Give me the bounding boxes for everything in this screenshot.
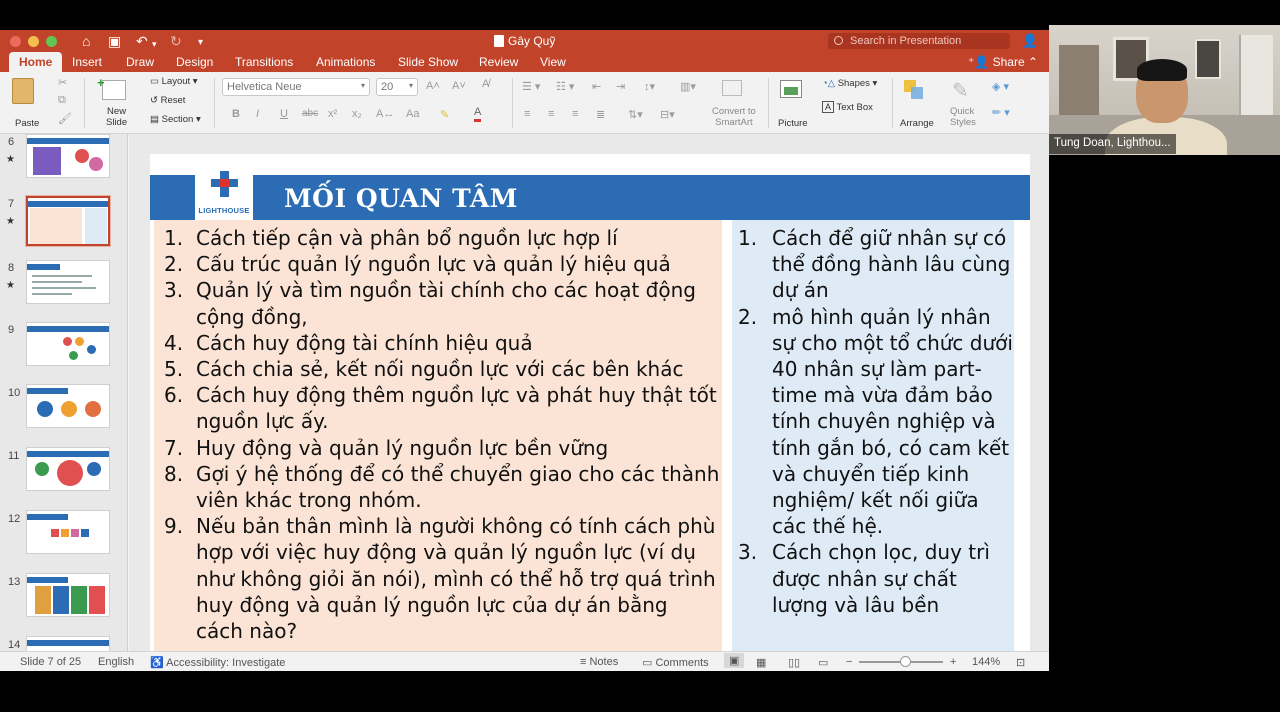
text-direction-icon[interactable]: ⇅▾ — [628, 109, 643, 121]
powerpoint-window — [0, 30, 1049, 671]
thumbnail-number: 6 — [8, 136, 15, 148]
reading-view-icon[interactable]: ▯▯ — [788, 657, 801, 669]
notes-label: Notes — [589, 656, 619, 668]
zoom-slider-thumb[interactable] — [900, 656, 911, 667]
font-size-value: 20 — [381, 81, 394, 93]
shapes-icon: ◔△ — [822, 78, 836, 89]
text-box-label: Text Box — [836, 102, 873, 113]
fit-to-window-icon[interactable]: ⊡ — [1016, 657, 1026, 669]
language-indicator[interactable]: English — [98, 656, 135, 668]
slide-sorter-icon[interactable]: ▦ — [756, 657, 767, 669]
thumbnail-number: 11 — [8, 450, 20, 462]
slide-title[interactable]: MỐI QUAN TÂM — [284, 184, 518, 213]
left-text-box[interactable] — [154, 220, 722, 651]
room-door — [1059, 45, 1099, 115]
slide-thumbnail-9[interactable] — [26, 322, 110, 366]
thumbnail-number: 8 — [8, 262, 15, 274]
section-button[interactable]: ▤ Section ▾ — [150, 114, 201, 125]
decrease-indent-icon[interactable]: ⇤ — [592, 81, 602, 93]
slide-thumbnail-11[interactable] — [26, 447, 110, 491]
picture-icon[interactable] — [780, 80, 802, 98]
slide-title-bar — [150, 175, 1030, 220]
slide-thumbnail-14[interactable] — [26, 636, 110, 651]
close-window-button[interactable] — [10, 36, 21, 47]
text-box-icon: A — [822, 101, 834, 113]
add-person-icon: ⁺👤 — [968, 55, 993, 69]
align-left-icon[interactable]: ≡ — [524, 108, 531, 120]
left-concerns-list — [164, 225, 720, 644]
clear-formatting-icon[interactable]: A̸ — [482, 78, 490, 90]
slide-thumbnail-6[interactable] — [26, 134, 110, 178]
comments-button[interactable] — [642, 656, 709, 669]
search-placeholder: Search in Presentation — [850, 35, 962, 47]
room-window — [1195, 39, 1221, 79]
list-item: 3. Cách chọn lọc, duy trì được nhân sự chất lượng và lâu bền — [738, 540, 990, 617]
document-title — [494, 34, 555, 48]
accessibility-icon: ♿ — [150, 657, 164, 669]
tab-slide-show[interactable]: Slide Show — [398, 55, 459, 69]
underline-icon[interactable]: U — [280, 108, 288, 120]
search-input[interactable] — [828, 33, 1010, 49]
title-bar — [0, 30, 1049, 52]
change-case-icon[interactable]: Aa — [406, 108, 420, 120]
shapes-button[interactable]: ◔△ Shapes ▾ — [822, 78, 878, 89]
room-window-right — [1239, 35, 1273, 115]
align-text-icon[interactable]: ⊟▾ — [660, 109, 675, 121]
numbering-icon[interactable]: ☷ ▾ — [556, 81, 575, 93]
right-concerns-list — [738, 225, 1014, 618]
share-button[interactable] — [968, 55, 1038, 69]
increase-font-icon[interactable]: A˄ — [426, 80, 440, 92]
layout-button[interactable]: ▭ Layout ▾ — [150, 76, 198, 87]
reset-label: Reset — [160, 95, 186, 106]
comments-label: Comments — [655, 657, 709, 669]
document-title-text: Gây Quỹ — [508, 34, 556, 48]
shapes-label: Shapes — [837, 78, 870, 89]
slide-canvas — [129, 134, 1049, 651]
convert-smartart-icon[interactable] — [722, 80, 742, 96]
list-item: 5. Cách chia sẻ, kết nối nguồn lực với các bên khác — [164, 357, 684, 382]
list-item: 4. Cách huy động tài chính hiệu quả — [164, 330, 533, 355]
superscript-icon[interactable]: x² — [328, 108, 338, 120]
tab-view[interactable]: View — [540, 55, 566, 69]
list-item: 9. Nếu bản thân mình là người không có tính cách phù hợp với việc huy động và quản lý nguồn lực (ví dụ như không giỏi ăn nói), mình có thể hỗ trợ quá trình huy động và quản lý nguồn lực của dự án bằng cách nào? — [164, 514, 716, 644]
logo-text: LIGHTHOUSE — [198, 206, 250, 215]
cut-icon[interactable]: ✂ — [58, 77, 68, 89]
status-bar — [0, 651, 1049, 671]
thumbnail-number: 13 — [8, 576, 21, 588]
font-color-icon[interactable]: A — [474, 106, 481, 122]
redo-icon[interactable]: ↻ — [170, 33, 182, 49]
copy-icon[interactable]: ⧉ — [58, 94, 66, 106]
list-item: 2. Cấu trúc quản lý nguồn lực và quản lý hiệu quả — [164, 252, 671, 277]
tab-transitions[interactable]: Transitions — [235, 55, 294, 69]
undo-dropdown-icon[interactable]: ▾ — [152, 39, 157, 49]
align-center-icon[interactable]: ≡ — [548, 108, 555, 120]
home-icon[interactable]: ⌂ — [82, 33, 91, 49]
new-slide-icon[interactable]: + — [102, 80, 126, 100]
list-item: 1. Cách tiếp cận và phân bổ nguồn lực hợp lí — [164, 226, 618, 250]
lighthouse-logo — [195, 167, 253, 221]
highlight-icon[interactable]: ✎ — [440, 109, 450, 121]
thumbnail-number: 14 — [8, 639, 21, 651]
reset-button[interactable]: ↺ Reset — [150, 95, 186, 106]
right-text-box[interactable] — [732, 220, 1014, 651]
thumbnail-number: 7 — [8, 198, 15, 210]
decrease-font-icon[interactable]: A˅ — [452, 80, 466, 92]
comments-icon: ▭ — [642, 657, 653, 669]
new-slide-label[interactable]: New Slide — [106, 106, 128, 128]
list-item: 2. mô hình quản lý nhân sự cho một tổ chức dưới 40 nhân sự làm part-time mà vừa đảm bảo tính chuyên nghiệp và tính gắn bó, có cam kết và chuyển tiếp kinh nghiệm/ kết nối giữa các thế hệ. — [738, 304, 1013, 539]
paste-label: Paste — [15, 118, 40, 129]
tab-design[interactable]: Design — [176, 55, 214, 69]
list-item: 1. Cách để giữ nhân sự có thể đồng hành lâu cùng dự án — [738, 226, 1011, 303]
star-icon: ★ — [6, 280, 15, 291]
slide-thumbnail-13[interactable] — [26, 573, 110, 617]
slide-counter: Slide 7 of 25 — [20, 656, 82, 668]
tab-home[interactable]: Home — [9, 52, 62, 72]
list-item: 7. Huy động và quản lý nguồn lực bền vững — [164, 435, 609, 460]
slide-thumbnail-8[interactable] — [26, 260, 110, 304]
font-size-select[interactable]: 20 ▾ — [376, 78, 418, 96]
save-icon[interactable]: ▣ — [108, 33, 122, 49]
list-item: 8. Gợi ý hệ thống để có thể chuyển giao cho các thành viên khác trong nhóm. — [164, 461, 720, 513]
normal-view-icon[interactable]: ▣ — [724, 653, 744, 668]
thumbnail-number: 10 — [8, 387, 21, 399]
tab-insert[interactable]: Insert — [72, 55, 103, 69]
text-box-button[interactable] — [822, 102, 873, 113]
shape-fill-icon[interactable]: ◈ ▾ — [992, 81, 1010, 93]
list-item: 3. Quản lý và tìm nguồn tài chính cho các hoạt động cộng đồng, — [164, 278, 696, 329]
slide-thumbnail-12[interactable] — [26, 510, 110, 554]
tab-animations[interactable]: Animations — [316, 55, 376, 69]
tab-draw[interactable]: Draw — [126, 55, 155, 69]
customize-toolbar-icon[interactable]: ▾ — [198, 37, 204, 48]
ribbon-tabs — [0, 52, 1049, 72]
increase-indent-icon[interactable]: ⇥ — [616, 81, 626, 93]
thumbnail-number: 9 — [8, 324, 15, 336]
align-right-icon[interactable]: ≡ — [572, 108, 579, 120]
account-icon[interactable]: 👤 — [1022, 33, 1039, 48]
accessibility-label: Accessibility: Investigate — [166, 657, 286, 669]
list-item: 6. Cách huy động thêm nguồn lực và phát huy thật tốt nguồn lực ấy. — [164, 383, 717, 434]
italic-icon[interactable]: I — [256, 108, 260, 120]
font-name-value: Helvetica Neue — [227, 81, 302, 93]
notes-icon: ≡ — [580, 656, 587, 668]
thumbnail-number: 12 — [8, 513, 21, 525]
slide-thumbnail-pane — [0, 134, 128, 651]
collapse-ribbon-icon: ⌃ — [1027, 55, 1039, 69]
bold-icon[interactable]: B — [232, 108, 240, 120]
quick-styles-label[interactable]: Quick Styles — [950, 106, 976, 128]
paste-icon[interactable] — [12, 78, 34, 104]
justify-icon[interactable]: ≣ — [596, 109, 606, 121]
quick-styles-icon[interactable]: ✎ — [952, 80, 969, 102]
share-label: Share — [992, 55, 1025, 69]
star-icon: ★ — [6, 154, 15, 165]
strikethrough-icon[interactable]: abc — [302, 108, 319, 119]
slide-show-icon[interactable]: ▭ — [818, 657, 829, 669]
convert-smartart-label[interactable]: Convert to SmartArt — [712, 106, 756, 128]
accessibility-button[interactable] — [150, 656, 285, 669]
slide[interactable] — [150, 154, 1030, 651]
subscript-icon[interactable]: x₂ — [352, 108, 362, 120]
ribbon-home — [0, 72, 1049, 134]
undo-icon[interactable]: ↶ — [136, 33, 148, 49]
notes-button[interactable] — [580, 656, 618, 668]
bullets-icon[interactable]: ☰ ▾ — [522, 81, 541, 93]
minimize-window-button[interactable] — [28, 36, 39, 47]
picture-label[interactable]: Picture — [778, 118, 808, 129]
shape-outline-icon[interactable]: ✏ ▾ — [992, 107, 1010, 119]
zoom-level[interactable]: 144% — [972, 656, 1001, 668]
section-label: Section — [161, 114, 194, 125]
line-spacing-icon[interactable]: ↕▾ — [644, 81, 656, 93]
format-painter-icon[interactable]: 🖌 — [58, 113, 72, 125]
zoom-window-button[interactable] — [46, 36, 57, 47]
participant-name: Tung Doan, Lighthou... — [1049, 134, 1176, 154]
tab-review[interactable]: Review — [479, 55, 519, 69]
zoom-in-icon[interactable]: + — [950, 656, 957, 668]
participant-hair — [1137, 59, 1187, 81]
columns-icon[interactable]: ▥▾ — [680, 81, 696, 93]
zoom-out-icon[interactable]: − — [846, 656, 853, 668]
slide-thumbnail-10[interactable] — [26, 384, 110, 428]
arrange-icon[interactable] — [904, 80, 924, 100]
character-spacing-icon[interactable]: A↔ — [376, 108, 395, 120]
document-icon — [494, 35, 504, 47]
layout-label: Layout — [161, 76, 191, 87]
participant-video-tile[interactable] — [1049, 25, 1280, 155]
slide-thumbnail-7[interactable] — [26, 196, 110, 246]
arrange-label[interactable]: Arrange — [900, 118, 934, 129]
font-name-select[interactable]: Helvetica Neue ▾ — [222, 78, 370, 96]
search-icon — [834, 36, 843, 45]
star-icon: ★ — [6, 216, 15, 227]
